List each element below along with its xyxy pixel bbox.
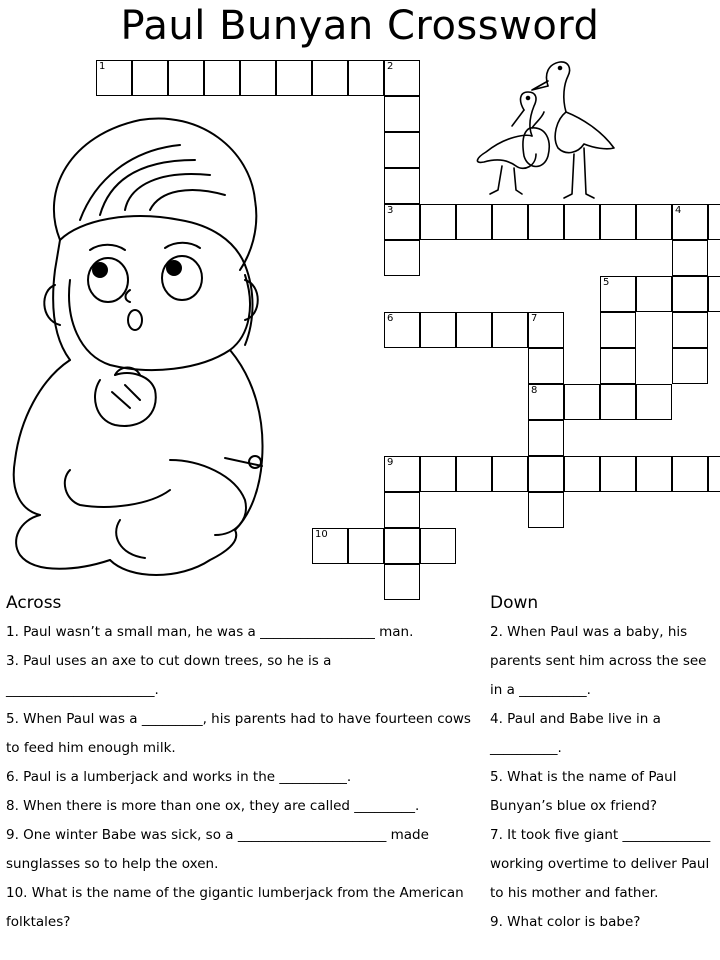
crossword-cell[interactable] — [312, 528, 348, 564]
crossword-cell[interactable] — [456, 312, 492, 348]
crossword-cell[interactable] — [672, 276, 708, 312]
crossword-cell[interactable] — [600, 348, 636, 384]
crossword-cell[interactable] — [564, 204, 600, 240]
storks-illustration — [466, 48, 626, 208]
crossword-cell[interactable] — [96, 60, 132, 96]
crossword-cell[interactable] — [528, 384, 564, 420]
crossword-cell[interactable] — [384, 168, 420, 204]
crossword-cell[interactable] — [528, 492, 564, 528]
down-clue: 9. What color is babe? — [490, 914, 641, 930]
crossword-cell[interactable] — [492, 312, 528, 348]
crossword-cell[interactable] — [492, 204, 528, 240]
clue-number: 1 — [99, 61, 106, 72]
crossword-cell[interactable] — [600, 384, 636, 420]
down-clue: 2. When Paul was a baby, his parents sent him across the see in a __________. — [490, 624, 707, 698]
crossword-cell[interactable] — [420, 528, 456, 564]
crossword-cell[interactable] — [456, 456, 492, 492]
crossword-cell[interactable] — [672, 240, 708, 276]
baby-illustration — [0, 80, 290, 600]
across-clues — [6, 618, 471, 937]
crossword-cell[interactable] — [636, 384, 672, 420]
crossword-cell[interactable] — [384, 564, 420, 600]
clue-number: 3 — [387, 205, 394, 216]
crossword-cell[interactable] — [528, 348, 564, 384]
clue-number: 7 — [531, 313, 538, 324]
crossword-cell[interactable] — [240, 60, 276, 96]
crossword-cell[interactable] — [600, 276, 636, 312]
crossword-cell[interactable] — [420, 312, 456, 348]
clue-number: 9 — [387, 457, 394, 468]
clue-number: 5 — [603, 277, 610, 288]
crossword-cell[interactable] — [420, 456, 456, 492]
crossword-cell[interactable] — [384, 132, 420, 168]
crossword-cell[interactable] — [528, 420, 564, 456]
crossword-cell[interactable] — [600, 456, 636, 492]
crossword-cell[interactable] — [564, 456, 600, 492]
crossword-cell[interactable] — [636, 456, 672, 492]
across-clue: 3. Paul uses an axe to cut down trees, so he is a ______________________. — [6, 653, 332, 698]
crossword-cell[interactable] — [636, 204, 672, 240]
page-title: Paul Bunyan Crossword — [120, 3, 600, 49]
across-clue: 10. What is the name of the gigantic lumberjack from the American folktales? — [6, 885, 464, 930]
clue-number: 8 — [531, 385, 538, 396]
down-heading: Down — [490, 593, 539, 613]
crossword-cell[interactable] — [672, 348, 708, 384]
crossword-cell[interactable] — [384, 456, 420, 492]
crossword-cell[interactable] — [528, 456, 564, 492]
crossword-cell[interactable] — [384, 492, 420, 528]
crossword-cell[interactable] — [528, 204, 564, 240]
crossword-cell[interactable] — [672, 456, 708, 492]
crossword-cell[interactable] — [384, 240, 420, 276]
down-clue: 4. Paul and Babe live in a __________. — [490, 711, 661, 756]
clue-number: 4 — [675, 205, 682, 216]
across-clue: 8. When there is more than one ox, they are called _________. — [6, 798, 420, 814]
crossword-cell[interactable] — [564, 384, 600, 420]
crossword-cell[interactable] — [384, 60, 420, 96]
crossword-cell[interactable] — [528, 312, 564, 348]
down-clue: 5. What is the name of Paul Bunyan’s blue ox friend? — [490, 769, 677, 814]
crossword-cell[interactable] — [384, 204, 420, 240]
crossword-cell[interactable] — [132, 60, 168, 96]
crossword-cell[interactable] — [168, 60, 204, 96]
crossword-cell[interactable] — [348, 528, 384, 564]
crossword-cell[interactable] — [672, 312, 708, 348]
crossword-cell[interactable] — [384, 96, 420, 132]
crossword-cell[interactable] — [600, 204, 636, 240]
across-clue: 5. When Paul was a _________, his parents had to have fourteen cows to feed him enough milk. — [6, 711, 471, 756]
crossword-cell[interactable] — [204, 60, 240, 96]
across-clue: 9. One winter Babe was sick, so a ______________________ made sunglasses so to help the oxen. — [6, 827, 429, 872]
crossword-cell[interactable] — [420, 204, 456, 240]
down-clue: 7. It took five giant _____________ working overtime to deliver Paul to his mother and father. — [490, 827, 711, 901]
crossword-cell[interactable] — [672, 204, 708, 240]
crossword-cell[interactable] — [708, 204, 720, 240]
crossword-cell[interactable] — [492, 456, 528, 492]
crossword-cell[interactable] — [600, 312, 636, 348]
across-clue: 1. Paul wasn’t a small man, he was a _________________ man. — [6, 624, 414, 640]
crossword-cell[interactable] — [708, 456, 720, 492]
crossword-cell[interactable] — [708, 276, 720, 312]
clue-number: 6 — [387, 313, 394, 324]
clue-number: 10 — [315, 529, 328, 540]
clue-number: 2 — [387, 61, 394, 72]
crossword-cell[interactable] — [348, 60, 384, 96]
down-clues — [490, 618, 715, 937]
across-clue: 6. Paul is a lumberjack and works in the __________. — [6, 769, 352, 785]
crossword-cell[interactable] — [384, 312, 420, 348]
across-heading: Across — [6, 593, 62, 613]
crossword-cell[interactable] — [312, 60, 348, 96]
crossword-cell[interactable] — [384, 528, 420, 564]
crossword-cell[interactable] — [636, 276, 672, 312]
crossword-cell[interactable] — [276, 60, 312, 96]
crossword-cell[interactable] — [456, 204, 492, 240]
